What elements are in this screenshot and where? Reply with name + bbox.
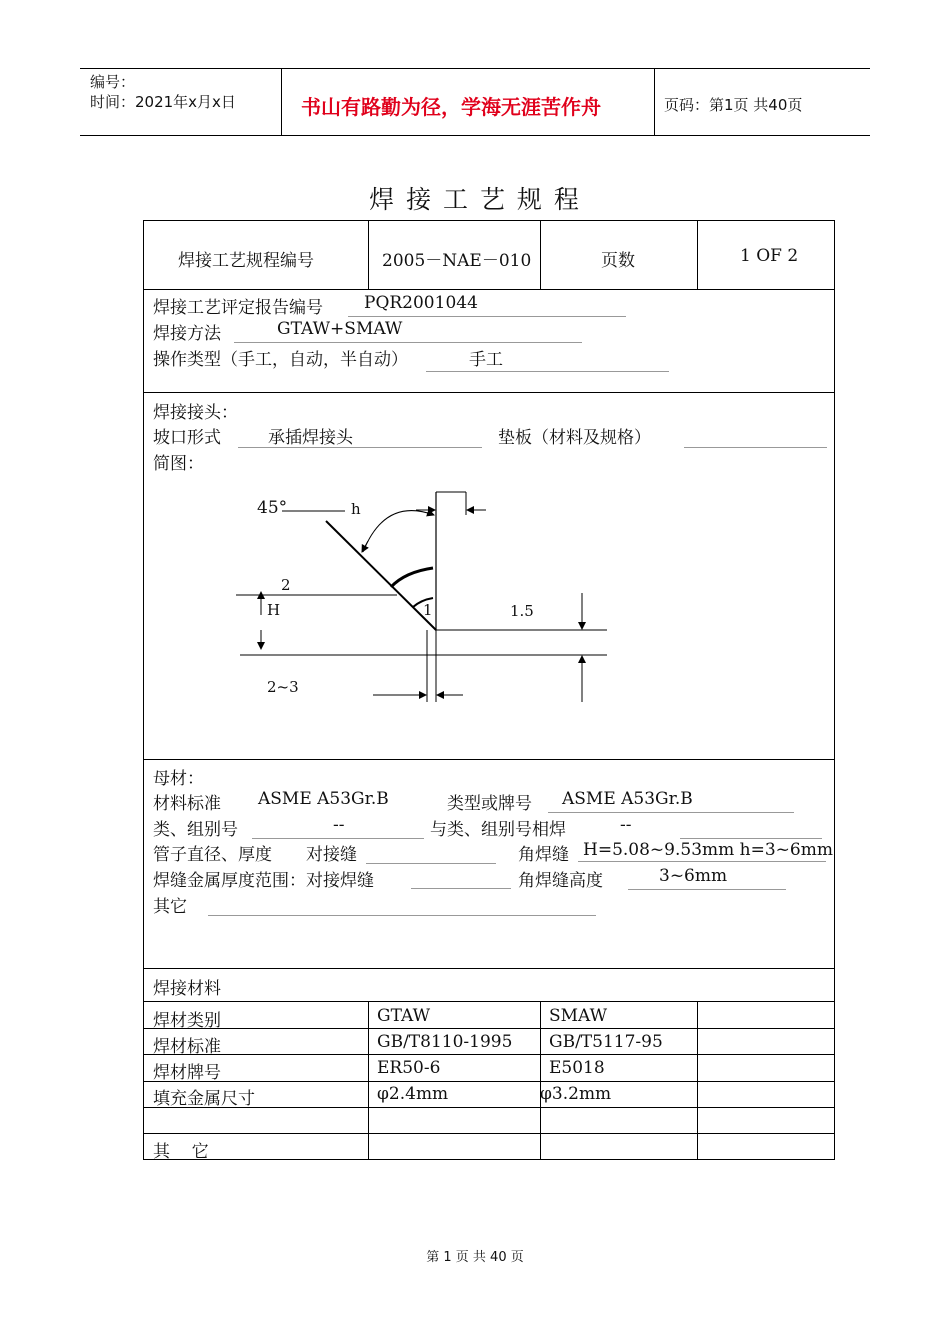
fillet-height-label: 角焊缝高度 — [518, 871, 603, 891]
material-type-value: ASME A53Gr.B — [562, 789, 693, 809]
angle-arc-arrow — [362, 541, 368, 552]
method-value: GTAW+SMAW — [277, 319, 403, 339]
pages-label: 页数 — [601, 251, 635, 271]
angle-arc — [363, 511, 434, 552]
dim-one: 1 — [423, 601, 433, 619]
groove-value: 承插焊接头 — [268, 428, 353, 448]
group-label: 类、组别号 — [153, 820, 238, 840]
dim-gap: 2~3 — [267, 678, 299, 696]
op-type-label: 操作类型（手工，自动，半自动） — [153, 350, 408, 370]
mat-row-c1: φ2.4mm — [377, 1084, 449, 1104]
base-title: 母材： — [153, 769, 204, 789]
pqr-value: PQR2001044 — [364, 293, 478, 313]
joint-title: 焊接接头： — [153, 403, 238, 423]
mat-row-label: 焊材标准 — [153, 1037, 221, 1057]
mat-row-c1: GB/T8110-1995 — [377, 1032, 513, 1052]
dim-two: 2 — [281, 576, 291, 594]
doc-number-label: 编号： — [90, 73, 136, 91]
other-label: 其它 — [153, 897, 187, 917]
groove-label: 坡口形式 — [153, 428, 221, 448]
mat-row-label: 填充金属尺寸 — [153, 1089, 255, 1109]
doc-time: 时间：2021年x月x日 — [90, 93, 236, 111]
pipe-label: 管子直径、厚度 — [153, 845, 272, 865]
bevel-line — [326, 521, 436, 630]
mat-row-c2: E5018 — [549, 1058, 605, 1078]
dim-h: h — [351, 500, 361, 518]
motto: 书山有路勤为径，学海无涯苦作舟 — [301, 95, 601, 119]
material-std-label: 材料标准 — [153, 794, 221, 814]
mat-row-c1: ER50-6 — [377, 1058, 441, 1078]
fillet-height-value: 3~6mm — [659, 866, 728, 886]
page-footer: 第 1 页 共 40 页 — [426, 1250, 524, 1265]
materials-title: 焊接材料 — [153, 979, 221, 999]
dim-1-5: 1.5 — [510, 602, 534, 620]
group-with-value: -- — [620, 815, 632, 835]
fillet-value: H=5.08~9.53mm h=3~6mm — [583, 840, 833, 860]
pages-value: 1 OF 2 — [740, 246, 799, 266]
mat-row-label: 焊材类别 — [153, 1011, 221, 1031]
material-std-value: ASME A53Gr.B — [258, 789, 389, 809]
pqr-label: 焊接工艺评定报告编号 — [153, 298, 323, 318]
mat-row-c2: GB/T5117-95 — [549, 1032, 663, 1052]
mat-row-c2: φ3.2mm — [540, 1084, 612, 1104]
sketch-label: 简图： — [153, 454, 204, 474]
backing-label: 垫板（材料及规格） — [498, 428, 651, 448]
butt-label: 对接缝 — [306, 845, 357, 865]
mat-row-c1: GTAW — [377, 1006, 431, 1026]
weld-arc-outer — [391, 568, 433, 587]
dim-angle: 45° — [257, 498, 288, 518]
dim-H: H — [267, 601, 281, 619]
method-label: 焊接方法 — [153, 324, 221, 344]
material-type-label: 类型或牌号 — [447, 794, 532, 814]
group-value: -- — [333, 815, 345, 835]
range-label: 焊缝金属厚度范围：对接焊缝 — [153, 871, 374, 891]
mat-row-label: 焊材牌号 — [153, 1063, 221, 1083]
wps-no-value: 2005－NAE－010 — [382, 251, 532, 271]
page-info: 页码：第1页 共40页 — [664, 96, 803, 114]
group-with-label: 与类、组别号相焊 — [430, 820, 566, 840]
op-type-value: 手工 — [469, 350, 503, 370]
mat-row-c2: SMAW — [549, 1006, 608, 1026]
wps-no-label: 焊接工艺规程编号 — [178, 251, 314, 271]
fillet-label: 角焊缝 — [518, 845, 569, 865]
page-title: 焊 接 工 艺 规 程 — [369, 185, 581, 214]
mat-row-label: 其 它 — [153, 1142, 209, 1162]
